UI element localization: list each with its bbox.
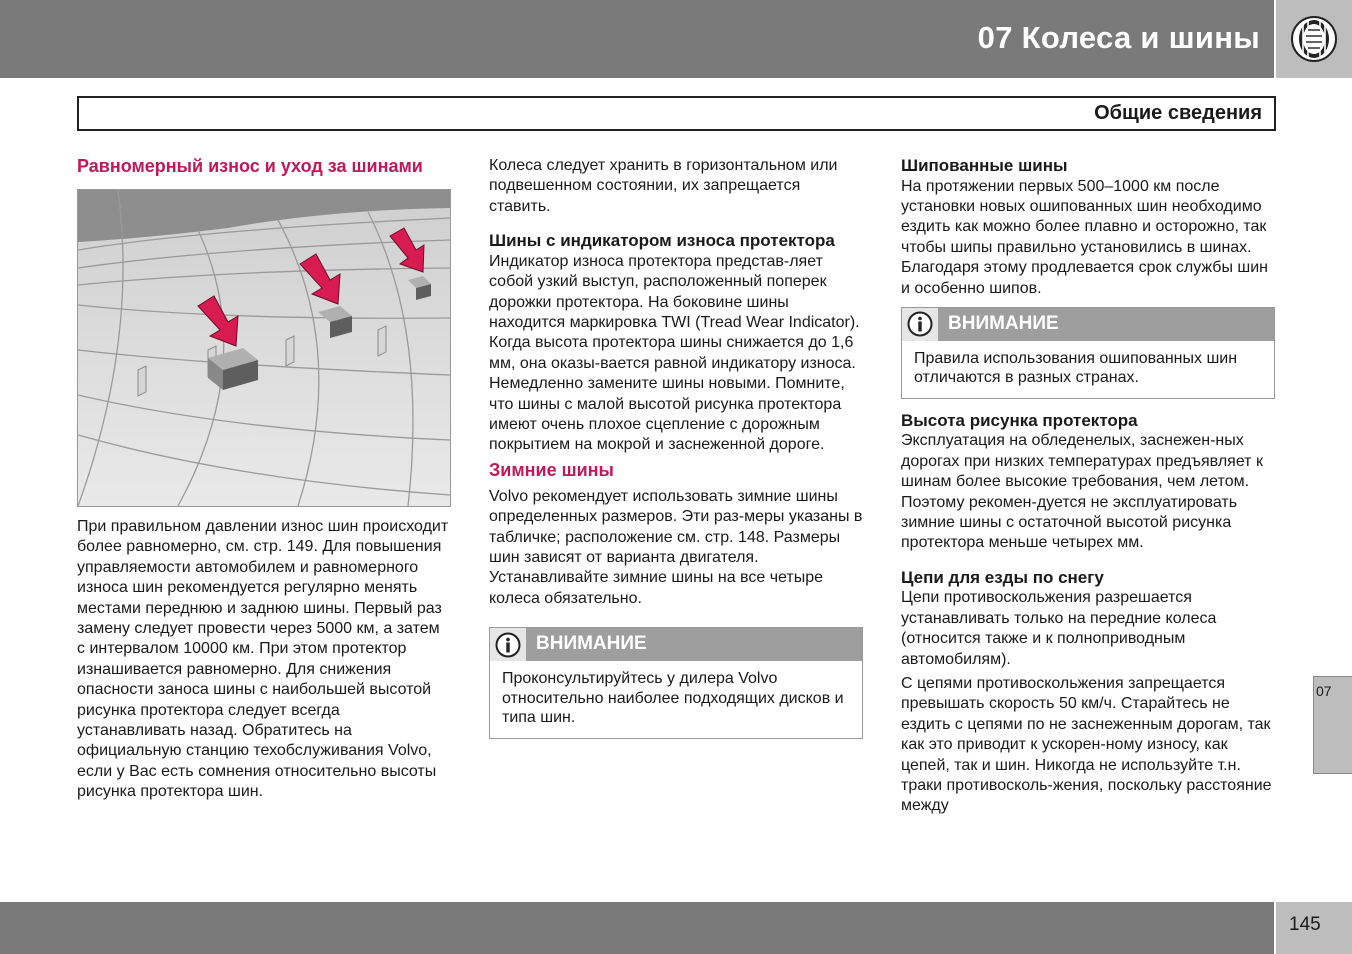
- chapter-side-tab: [1313, 676, 1352, 774]
- tread-wear-indicator-image: [77, 189, 451, 507]
- twi-body: Индикатор износа протектора представ-ляет собой узкий выступ, расположенный поперек дорожки протектора. На боковине шины находится маркировка TWI (Tread Wear Indicator). Когда высота протектора шины снижается до 1,6 мм, она оказы-вается равной индикатору износа. Немедленно замените шины новыми. Помните, что шины с малой высотой рисунка протектора имеют очень плохое сцепление с дорожным покрытием на мокрой и заснеженной дороге.: [489, 252, 860, 454]
- section-title-bar: [77, 96, 1276, 131]
- twi-heading: Шины с индикатором износа протектора: [489, 231, 835, 251]
- page-number: 145: [1289, 914, 1321, 935]
- warning-title: ВНИМАНИЕ: [948, 312, 1059, 334]
- snow-chains-body-1: Цепи противоскольжения разрешается устанавливать только на передние колеса (относится также и к полноприводным автомобилям).: [901, 589, 1217, 668]
- tire-wear-body: При правильном давлении износ шин происходит более равномерно, см. стр. 149. Для повышения управляемости автомобилем и равномерного износа шин рекомендуется регулярно менять местами переднюю и заднюю шины. Первый раз замену следует провести через 5000 км, а затем с интервалом 10000 км. При этом протектор изнашивается равномерно. Для снижения опасности заноса шины с наибольшей высотой рисунка протектора следует всегда устанавливать назад. Обратитесь на официальную станцию техобслуживания Volvo, если у Вас есть сомнения относительно высоты рисунка протектора шин.: [77, 518, 449, 801]
- studded-tires-heading: Шипованные шины: [901, 156, 1068, 175]
- column-3: [901, 156, 1275, 821]
- section-title: Общие сведения: [1094, 102, 1262, 124]
- warning-box-dealer: [489, 627, 863, 739]
- chapter-header-bar: [0, 0, 1274, 78]
- info-icon: [490, 628, 526, 661]
- warning-header: [490, 628, 862, 661]
- chapter-title: 07 Колеса и шины: [977, 20, 1260, 55]
- warning-title: ВНИМАНИЕ: [536, 633, 647, 655]
- tread-depth-body: Эксплуатация на обледенелых, заснежен-ных дорогах при низких температурах предъявляет к шинам более высокие требования, чем летом. Поэтому рекомен-дуется не эксплуатировать зимние шины с остаточной высотой рисунка протектора меньше четырех мм.: [901, 432, 1263, 552]
- warning-text: Правила использования ошипованных шин отличаются в разных странах.: [914, 349, 1238, 387]
- studded-tires-body: На протяжении первых 500–1000 км после установки новых ошипованных шин необходимо ездить как можно более плавно и осторожно, так чтобы шипы правильно установились в шинах. Благодаря этому продлевается срок службы шин и особенно шипов.: [901, 177, 1269, 297]
- snow-chains-heading: Цепи для езды по снегу: [901, 567, 1104, 587]
- tire-icon: [1289, 14, 1339, 64]
- tread-depth-heading: Высота рисунка протектора: [901, 410, 1138, 430]
- tire-wear-heading: Равномерный износ и уход за шинами: [77, 156, 423, 176]
- info-icon: [902, 308, 938, 341]
- storage-text: Колеса следует хранить в горизонтальном или подвешенном состоянии, их запрещается ставить.: [489, 157, 838, 215]
- warning-text: Проконсультируйтесь у дилера Volvo относительно наиболее подходящих дисков и типа шин.: [502, 670, 844, 727]
- column-2: [489, 156, 863, 739]
- chapter-tab-label: 07: [1316, 683, 1332, 699]
- winter-tires-heading: Зимние шины: [489, 459, 614, 480]
- chapter-icon-box: [1276, 0, 1352, 78]
- footer-bar: [0, 902, 1274, 954]
- page-number-box: [1276, 902, 1352, 954]
- snow-chains-body-2: С цепями противоскольжения запрещается превышать скорость 50 км/ч. Старайтесь не ездить с цепями по не заснеженным дорогам, так как это приводит к ускорен-ному износу, как цепей, так и шин. Никогда не используйте т.н. траки противосколь-жения, поскольку расстояние между: [901, 675, 1272, 815]
- warning-box-studs: [901, 307, 1275, 399]
- column-1: [77, 156, 451, 807]
- winter-tires-body: Volvo рекомендует использовать зимние шины определенных размеров. Эти раз-меры указаны в табличке; расположение см. стр. 148. Размеры шин зависят от варианта двигателя. Устанавливайте зимние шины на все четыре колеса обязательно.: [489, 487, 863, 607]
- warning-header: [902, 308, 1274, 341]
